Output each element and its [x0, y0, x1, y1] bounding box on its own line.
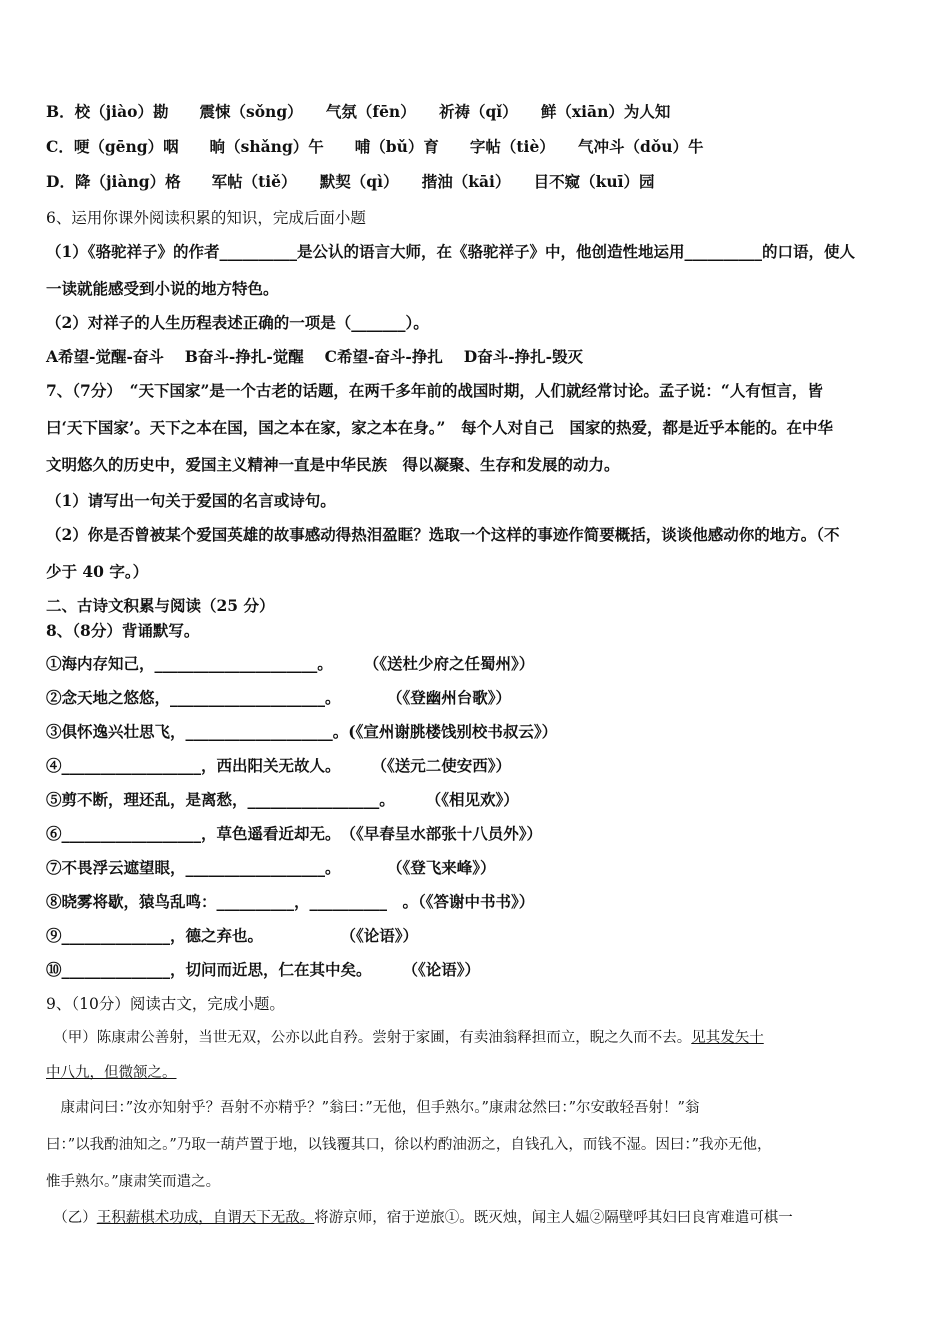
passage-jia-p2-line2: 曰：”以我酌油知之。”乃取一葫芦置于地，以钱覆其口，徐以杓酌油沥之，自钱孔入，而钱不湿。因曰：”我亦无他， — [46, 1137, 772, 1153]
q5-option-c: C．哽（gēng）咽 晌（shǎng）午 哺（bǔ）育 字帖（tiè） 气冲斗（dǒu）牛 — [46, 137, 704, 156]
recite-item-3: ③俱怀逸兴壮思飞，___________________。(《宣州谢朓楼饯别校书叔云》） — [46, 722, 558, 741]
recite-item-10: ⑩______________，切问而近思，仁在其中矣。 （《论语》） — [46, 960, 481, 979]
recite-item-6: ⑥__________________，草色遥看近却无。 （《早春呈水部张十八员外》） — [46, 824, 543, 843]
q6-stem: 6、运用你课外阅读积累的知识，完成后面小题 — [46, 209, 366, 227]
passage-yi-underlined: 王积薪棋术功成，自谓天下无敌。 — [96, 1210, 315, 1226]
recite-item-4: ④__________________，西出阳关无故人。 （《送元二使安西》） — [46, 756, 512, 775]
recite-item-1: ①海内存知己，_____________________。 （《送杜少府之任蜀州》） — [46, 654, 535, 673]
q7-line2: 曰‘天下国家’。天下之本在国，国之本在家，家之本在身。” 每个人对自己 国家的热爱，都是近乎本能的。在中华 — [46, 418, 833, 437]
q6-options: A希望-觉醒-奋斗 B奋斗-挣扎-觉醒 C希望-奋斗-挣扎 D奋斗-挣扎-毁灭 — [46, 347, 584, 366]
q6-part2: （2）对祥子的人生历程表述正确的一项是（_______）。 — [46, 313, 429, 332]
q7-part2-line2: 少于 40 字。） — [46, 562, 149, 581]
passage-yi-text: 将游京师，宿于逆旅①。既灭烛，闻主人媪②隔壁呼其妇曰良宵难遣可棋一 — [314, 1210, 793, 1226]
q7-part1: （1）请写出一句关于爱国的名言或诗句。 — [46, 491, 336, 510]
q7-part2-line1: （2）你是否曾被某个爱国英雄的故事感动得热泪盈眶？选取一个这样的事迹作简要概括，谈谈他感动你的地方。（不 — [46, 525, 840, 544]
recite-item-5: ⑤剪不断，理还乱，是离愁，_________________。 （《相见欢》） — [46, 790, 519, 809]
passage-jia-p2-line3: 惟手熟尔。”康肃笑而遣之。 — [46, 1174, 221, 1190]
q6-part1-line1: （1）《骆驼祥子》的作者__________是公认的语言大师，在《骆驼祥子》中，他创造性地运用__________的口语，使人 — [46, 242, 856, 261]
passage-jia-p2-line1: 康肃问曰：”汝亦知射乎？吾射不亦精乎？”翁曰：”无他，但手熟尔。”康肃忿然曰：”尔安敢轻吾射！”翁 — [46, 1100, 700, 1116]
q8-stem: 8、（8分）背诵默写。 — [46, 621, 200, 640]
passage-yi-line1 — [46, 1208, 793, 1228]
q6-part1-line2: 一读就能感受到小说的地方特色。 — [46, 279, 279, 298]
passage-jia-line1 — [46, 1028, 764, 1048]
q9-stem: 9、（10分）阅读古文，完成小题。 — [46, 995, 285, 1013]
q7-line1: 7、（7分） “天下国家”是一个古老的话题，在两千多年前的战国时期，人们就经常讨论。孟子说：“人有恒言，皆 — [46, 381, 823, 400]
section-2-title: 二、古诗文积累与阅读（25 分） — [46, 596, 275, 615]
passage-jia-underlined: 见其发矢十 — [691, 1030, 764, 1046]
passage-jia-text: （甲）陈康肃公善射，当世无双，公亦以此自矜。尝射于家圃，有卖油翁释担而立，睨之久而不去。 — [46, 1030, 692, 1046]
recite-item-2: ②念天地之悠悠，____________________。 （《登幽州台歌》） — [46, 688, 512, 707]
passage-yi-label: （乙） — [46, 1210, 97, 1226]
recite-item-8: ⑧晓雾将歇，猿鸟乱鸣：__________，__________ 。（《答谢中书书》） — [46, 892, 535, 911]
passage-jia-line2: 中八九，但微颔之。 — [46, 1065, 177, 1081]
q5-option-b: B．校（jiào）勘 震悚（sǒng） 气氛（fēn） 祈祷（qǐ） 鲜（xiān）为人知 — [46, 102, 671, 121]
q5-option-d: D．降（jiàng）格 军帖（tiě） 默契（qì） 揩油（kāi） 目不窥（kuī）园 — [46, 172, 655, 191]
q7-line3: 文明悠久的历史中，爱国主义精神一直是中华民族 得以凝聚、生存和发展的动力。 — [46, 455, 620, 474]
recite-item-7: ⑦不畏浮云遮望眼，__________________。 （《登飞来峰》） — [46, 858, 496, 877]
recite-item-9: ⑨______________，德之弃也。 （《论语》） — [46, 926, 419, 945]
